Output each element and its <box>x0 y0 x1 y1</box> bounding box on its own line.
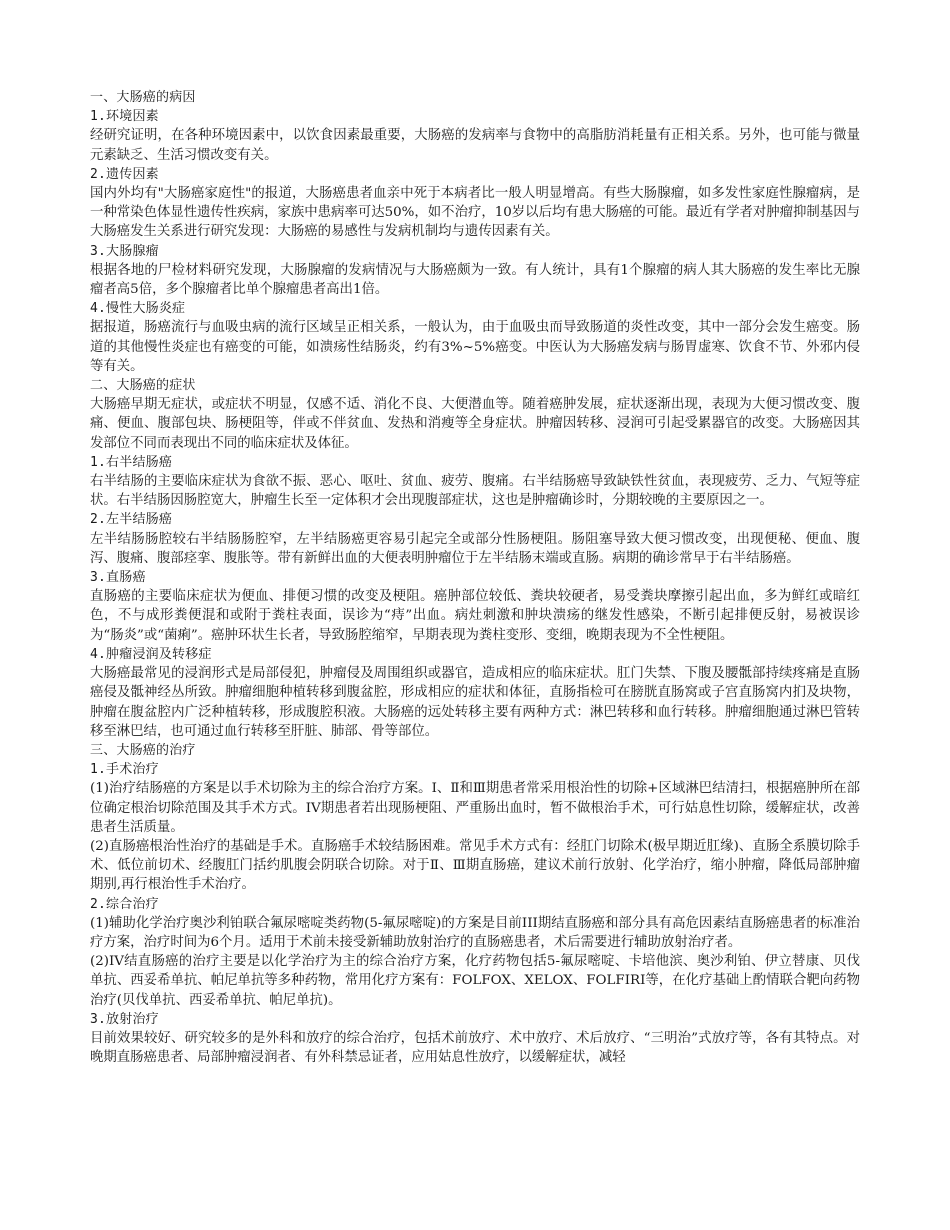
section-heading: 二、大肠癌的症状 <box>90 378 196 394</box>
paragraph: 目前效果较好、研究较多的是外科和放疗的综合治疗，包括术前放疗、术中放疗、术后放疗、“三明治”式放疗等，各有其特点。对晚期直肠癌患者、局部肿瘤浸润者、有外科禁忌证者，应用姑息性放疗，以缓解症状，减轻 <box>90 1030 860 1066</box>
paragraph: (1)辅助化学治疗奥沙利铂联合氟尿嘧啶类药物(5-氟尿嘧啶)的方案是目前III期结直肠癌和部分具有高危因素结直肠癌患者的标准治疗方案，治疗时间为6个月。适用于术前未接受新辅助放射治疗的直肠癌患者，术后需要进行辅助放射治疗者。 <box>90 915 860 950</box>
paragraph: 右半结肠的主要临床症状为食欲不振、恶心、呕吐、贫血、疲劳、腹痛。右半结肠癌导致缺铁性贫血，表现疲劳、乏力、气短等症状。右半结肠因肠腔宽大，肿瘤生长至一定体积才会出现腹部症状，这也是肿瘤确诊时，分期较晚的主要原因之一。 <box>90 474 860 509</box>
paragraph: 大肠癌早期无症状，或症状不明显，仅感不适、消化不良、大便潜血等。随着癌肿发展，症状逐渐出现，表现为大便习惯改变、腹痛、便血、腹部包块、肠梗阻等，伴或不伴贫血、发热和消瘦等全身症状。肿瘤因转移、浸润可引起受累器官的改变。大肠癌因其发部位不同而表现出不同的临床症状及体征。 <box>90 397 860 451</box>
section-heading: 三、大肠癌的治疗 <box>90 742 196 758</box>
paragraph: (2)IV结直肠癌的治疗主要是以化学治疗为主的综合治疗方案，化疗药物包括5-氟尿嘧啶、卡培他滨、奥沙利铂、伊立替康、贝伐单抗、西妥希单抗、帕尼单抗等多种药物，常用化疗方案有：FOLFOX、XELOX、FOLFIRI等，在化疗基础上酌情联合靶向药物治疗(贝伐单抗、西妥希单抗、帕尼单抗)。 <box>90 954 860 1008</box>
subsection-heading: 2.综合治疗 <box>90 896 159 912</box>
subsection-heading: 2.遗传因素 <box>90 166 159 182</box>
subsection-heading: 2.左半结肠癌 <box>90 512 173 528</box>
subsection-heading: 1.右半结肠癌 <box>90 454 173 470</box>
paragraph: 直肠癌的主要临床症状为便血、排便习惯的改变及梗阻。癌肿部位较低、粪块较硬者，易受粪块摩擦引起出血，多为鲜红或暗红色，不与成形粪便混和或附于粪柱表面，误诊为“痔”出血。病灶刺激和肿块溃疡的继发性感染，不断引起排便反射，易被误诊为“肠炎”或“菌痢”。癌肿环状生长者，导致肠腔缩窄，早期表现为粪柱变形、变细，晚期表现为不全性梗阻。 <box>90 589 860 643</box>
subsection-heading: 3.大肠腺瘤 <box>90 243 159 259</box>
paragraph: (1)治疗结肠癌的方案是以手术切除为主的综合治疗方案。Ⅰ、Ⅱ和Ⅲ期患者常采用根治性的切除+区域淋巴结清扫，根据癌肿所在部位确定根治切除范围及其手术方式。IV期患者若出现肠梗阻、严重肠出血时，暂不做根治手术，可行姑息性切除，缓解症状，改善患者生活质量。 <box>90 781 860 835</box>
section-heading: 一、大肠癌的病因 <box>90 90 196 105</box>
paragraph: 左半结肠肠腔较右半结肠肠腔窄，左半结肠癌更容易引起完全或部分性肠梗阻。肠阻塞导致大便习惯改变，出现便秘、便血、腹泻、腹痛、腹部痉挛、腹胀等。带有新鲜出血的大便表明肿瘤位于左半结肠末端或直肠。病期的确诊常早于右半结肠癌。 <box>90 531 860 566</box>
paragraph: 国内外均有"大肠癌家庭性"的报道，大肠癌患者血亲中死于本病者比一般人明显增高。有些大肠腺瘤，如多发性家庭性腺瘤病，是一种常染色体显性遗传性疾病，家族中患病率可达50%，如不治疗，10岁以后均有患大肠癌的可能。最近有学者对肿瘤抑制基因与大肠癌发生关系进行研究发现：大肠癌的易感性与发病机制均与遗传因素有关。 <box>90 186 860 240</box>
subsection-heading: 1.环境因素 <box>90 109 159 125</box>
paragraph: 大肠癌最常见的浸润形式是局部侵犯，肿瘤侵及周围组织或器官，造成相应的临床症状。肛门失禁、下腹及腰骶部持续疼痛是直肠癌侵及骶神经丛所致。肿瘤细胞种植转移到腹盆腔，形成相应的症状和体征，直肠指检可在膀胱直肠窝或子宫直肠窝内扪及块物，肿瘤在腹盆腔内广泛种植转移，形成腹腔积液。大肠癌的远处转移主要有两种方式：淋巴转移和血行转移。肿瘤细胞通过淋巴管转移至淋巴结，也可通过血行转移至肝脏、肺部、骨等部位。 <box>90 666 860 739</box>
paragraph: 据报道，肠癌流行与血吸虫病的流行区域呈正相关系，一般认为，由于血吸虫而导致肠道的炎性改变，其中一部分会发生癌变。肠道的其他慢性炎症也有癌变的可能，如溃疡性结肠炎，约有3%~5%癌变。中医认为大肠癌发病与肠胃虚寒、饮食不节、外邪内侵等有关。 <box>90 320 860 374</box>
subsection-heading: 1.手术治疗 <box>90 762 159 778</box>
paragraph: 经研究证明，在各种环境因素中，以饮食因素最重要，大肠癌的发病率与食物中的高脂肪消耗量有正相关系。另外，也可能与微量元素缺乏、生活习惯改变有关。 <box>90 128 860 163</box>
paragraph: (2)直肠癌根治性治疗的基础是手术。直肠癌手术较结肠困难。常见手术方式有：经肛门切除术(极早期近肛缘)、直肠全系膜切除手术、低位前切术、经腹肛门括约肌腹会阴联合切除。对于Ⅱ、Ⅲ期直肠癌，建议术前行放射、化学治疗，缩小肿瘤，降低局部肿瘤期别,再行根治性手术治疗。 <box>90 838 860 893</box>
subsection-heading: 4.慢性大肠炎症 <box>90 301 186 317</box>
subsection-heading: 3.直肠癌 <box>90 570 146 586</box>
paragraph: 根据各地的尸检材料研究发现，大肠腺瘤的发病情况与大肠癌颇为一致。有人统计，具有1个腺瘤的病人其大肠癌的发生率比无腺瘤者高5倍，多个腺瘤者比单个腺瘤患者高出1倍。 <box>90 262 860 298</box>
subsection-heading: 3.放射治疗 <box>90 1011 159 1027</box>
subsection-heading: 4.肿瘤浸润及转移症 <box>90 646 212 662</box>
